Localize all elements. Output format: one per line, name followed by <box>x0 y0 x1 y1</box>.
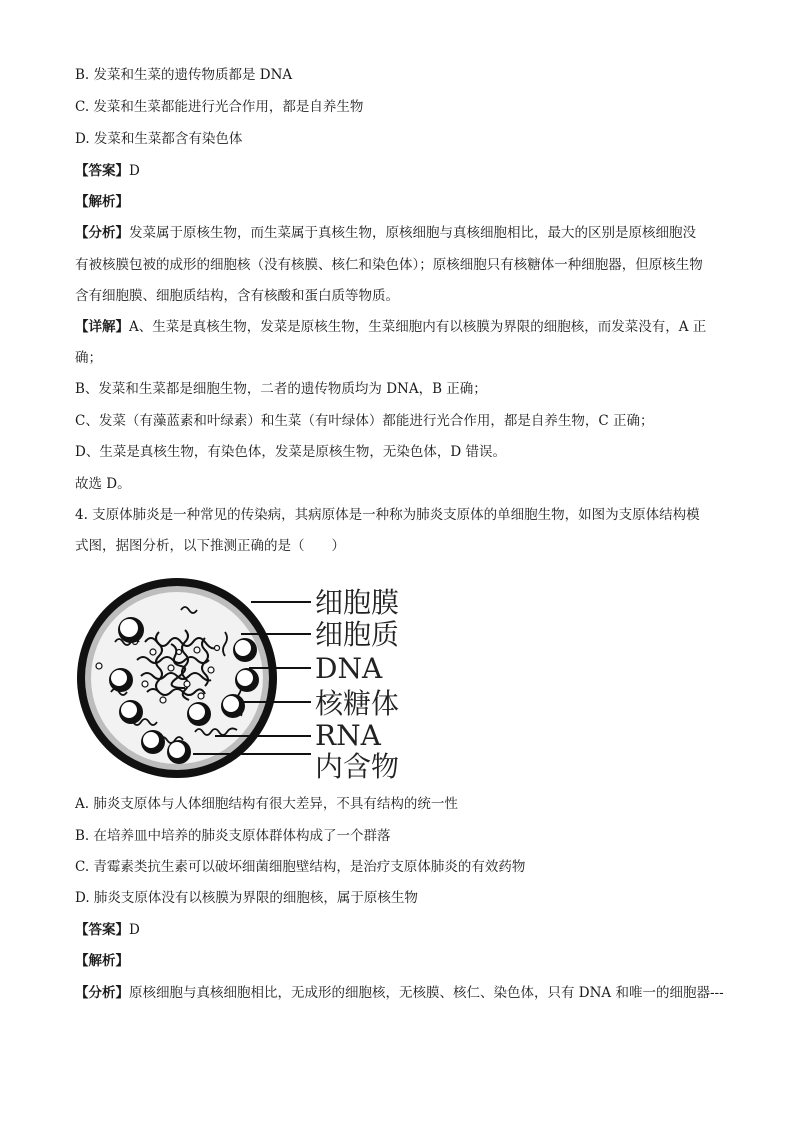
mycoplasma-figure <box>75 572 415 784</box>
option-b-prev: B. 发菜和生菜的遗传物质都是 DNA <box>75 67 293 83</box>
q4-stem-2: 式图，据图分析，以下推测正确的是（ ） <box>75 538 345 554</box>
label-cytoplasm: 细胞质 <box>315 618 400 651</box>
q4-option-d: D. 肺炎支原体没有以核膜为界限的细胞核，属于原核生物 <box>75 890 418 906</box>
q4-option-a: A. 肺炎支原体与人体细胞结构有很大差异，不具有结构的统一性 <box>75 796 458 812</box>
fenxi-tag: 【分析】 <box>75 985 129 1001</box>
label-rna: RNA <box>315 719 381 752</box>
q3-b-line: B、发菜和生菜都是细胞生物，二者的遗传物质均为 DNA，B 正确； <box>75 381 487 397</box>
analysis-tag: 【解析】 <box>75 953 129 969</box>
q4-option-c: C. 青霉素类抗生素可以破坏细菌细胞壁结构，是治疗支原体肺炎的有效药物 <box>75 859 526 875</box>
fenxi-tag: 【分析】 <box>75 225 129 241</box>
q3-d-line: D、生菜是真核生物，有染色体，发菜是原核生物，无染色体，D 错误。 <box>75 444 506 460</box>
answer-tag: 【答案】 <box>75 922 129 938</box>
q4-analysis-tag <box>75 952 129 970</box>
q3-fenxi-1 <box>75 224 696 242</box>
label-cell-membrane: 细胞膜 <box>315 586 400 619</box>
label-ribosome: 核糖体 <box>315 687 400 720</box>
q3-answer <box>75 162 140 180</box>
answer-value: D <box>129 163 140 179</box>
q3-analysis-tag <box>75 193 129 211</box>
q4-fenxi-1 <box>75 984 724 1002</box>
xiangjie-text: A、生菜是真核生物，发菜是原核生物，生菜细胞内有以核膜为界限的细胞核，而发菜没有，A 正 <box>129 319 707 335</box>
q3-c-line: C、发菜（有藻蓝素和叶绿素）和生菜（有叶绿体）都能进行光合作用，都是自养生物，C 正确； <box>75 413 654 429</box>
answer-value: D <box>129 922 140 938</box>
option-c-prev: C. 发菜和生菜都能进行光合作用，都是自养生物 <box>75 99 364 115</box>
q3-fenxi-3: 含有细胞膜、细胞质结构，含有核酸和蛋白质等物质。 <box>75 288 399 304</box>
xiangjie-tag: 【详解】 <box>75 319 129 335</box>
q3-xiangjie-1 <box>75 318 706 336</box>
q4-answer <box>75 921 140 939</box>
q3-fenxi-2: 有被核膜包被的成形的细胞核（没有核膜、核仁和染色体）；原核细胞只有核糖体一种细胞器，但原核生物 <box>75 257 703 273</box>
answer-tag: 【答案】 <box>75 163 129 179</box>
option-d-prev: D. 发菜和生菜都含有染色体 <box>75 131 243 147</box>
label-inclusions: 内含物 <box>315 750 400 783</box>
fenxi-text: 发菜属于原核生物，而生菜属于真核生物，原核细胞与真核细胞相比，最大的区别是原核细胞没 <box>129 225 696 241</box>
analysis-tag: 【解析】 <box>75 194 129 210</box>
q3-xiangjie-2: 确； <box>75 350 102 366</box>
label-dna: DNA <box>315 652 383 685</box>
q4-option-b: B. 在培养皿中培养的肺炎支原体群体构成了一个群落 <box>75 828 391 844</box>
fenxi-text: 原核细胞与真核细胞相比，无成形的细胞核，无核膜、核仁、染色体，只有 DNA 和唯一的细胞器--- <box>129 985 724 1001</box>
q3-choice: 故选 D。 <box>75 476 131 492</box>
q4-stem-1: 4. 支原体肺炎是一种常见的传染病，其病原体是一种称为肺炎支原体的单细胞生物，如图为支原体结构模 <box>75 507 700 523</box>
